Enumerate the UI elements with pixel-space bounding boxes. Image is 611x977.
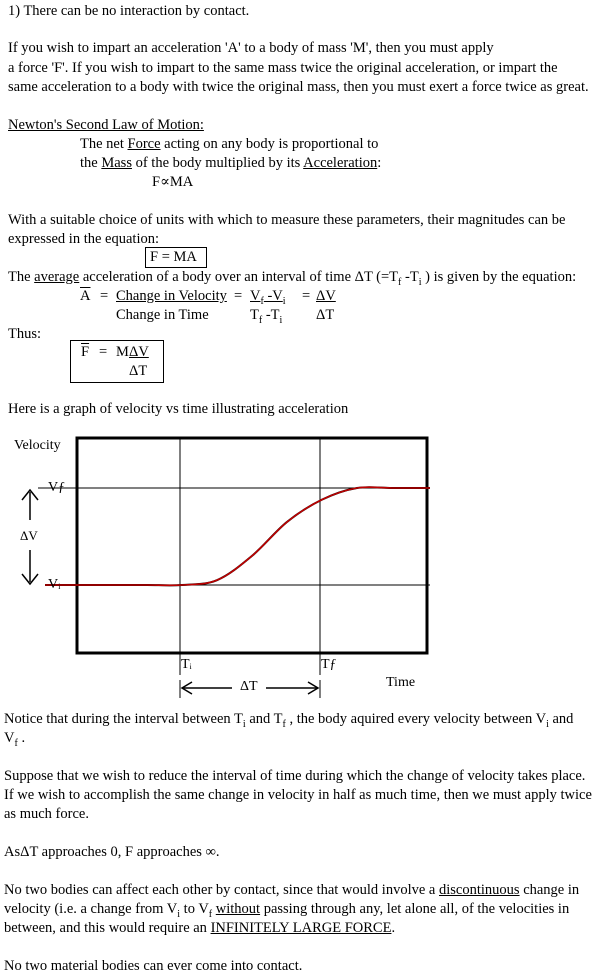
frac-numerator: Change in Velocity (116, 288, 227, 304)
x-axis-label: Time (386, 675, 416, 690)
notice-line-1: Notice that during the interval between $T_i$ and $T_f$ , the body aquired every velocity between $V_i$ and (4, 711, 574, 730)
force-denominator: ΔT (129, 363, 148, 379)
equals: = (100, 288, 109, 304)
y-tick-vf: Vƒ (48, 480, 66, 495)
approaches-line: AsΔT approaches 0, F approaches ∞. (4, 844, 220, 860)
paragraph-line: With a suitable choice of units with which to measure these parameters, their magnitudes can be (8, 212, 566, 228)
plot-frame (77, 438, 427, 653)
final-statement: No two material bodies can ever come into contact. (4, 958, 303, 974)
graph-intro: Here is a graph of velocity vs time illustrating acceleration (8, 401, 349, 417)
equals: = (234, 288, 243, 304)
frac2-numerator: $V_f$ $-V_i$ (250, 288, 286, 307)
delta-v-label: ΔV (20, 528, 38, 543)
equals: = (302, 288, 311, 304)
x-tick-ti: Tᵢ (181, 657, 192, 672)
y-tick-vi: Vᵢ (48, 577, 61, 592)
contact-line-3: between, and this would require an INFINITELY LARGE FORCE. (4, 920, 396, 936)
y-axis-label: Velocity (14, 438, 61, 453)
contact-line-2: velocity (i.e. a change from $V_i$ to $V_f$ without passing through any, let alone all, of the velocities in (4, 901, 570, 920)
notice-line-2: $V_f$ . (4, 730, 26, 749)
frac3-numerator: ΔV (316, 288, 336, 304)
paragraph-line: If we wish to accomplish the same change in velocity in half as much time, then we must apply twice (4, 787, 592, 803)
velocity-curve-shadow (45, 487, 430, 585)
heading: 1) There can be no interaction by contact. (8, 3, 250, 19)
velocity-curve (45, 487, 430, 585)
law-title: Newton's Second Law of Motion: (8, 117, 204, 133)
law-line-1: The net Force acting on any body is proportional to (80, 136, 379, 152)
paragraph-line: Suppose that we wish to reduce the interval of time during which the change of velocity takes place. (4, 768, 586, 784)
paragraph-line: a force 'F'. If you wish to impart to the same mass twice the original acceleration, or impart the (8, 60, 558, 76)
frac-denominator: Change in Time (116, 307, 209, 323)
frac2-denominator: $T_f$ $-T_i$ (250, 307, 283, 326)
delta-t-label: ΔT (240, 679, 258, 694)
proportionality: F∝MA (152, 174, 194, 190)
paragraph-line: as much force. (4, 806, 89, 822)
paragraph-line: If you wish to impart an acceleration 'A' to a body of mass 'M', then you must apply (8, 40, 494, 56)
law-line-2: the Mass of the body multiplied by its Acceleration: (80, 155, 382, 171)
thus-label: Thus: (8, 326, 42, 342)
a-bar: $\overline{A}$ (80, 288, 91, 304)
f-bar: $\overline{F}$ (81, 344, 90, 360)
frac3-denominator: ΔT (316, 307, 335, 323)
paragraph-line: same acceleration to a body with twice the original mass, then you must exert a force twice as great. (8, 79, 589, 95)
equation-f-ma: F = MA (150, 249, 197, 265)
mass-symbol: M (116, 344, 129, 360)
force-numerator: ΔV (129, 344, 149, 360)
contact-line-1: No two bodies can affect each other by contact, since that would involve a discontinuous change in (4, 882, 580, 898)
x-tick-tf: Tƒ (321, 657, 337, 672)
equals: = (99, 344, 108, 360)
average-line: The average acceleration of a body over an interval of time ΔT ($=T_f$ $-T_i$ ) is given by the equation: (8, 269, 577, 288)
paragraph-line: expressed in the equation: (8, 231, 159, 247)
